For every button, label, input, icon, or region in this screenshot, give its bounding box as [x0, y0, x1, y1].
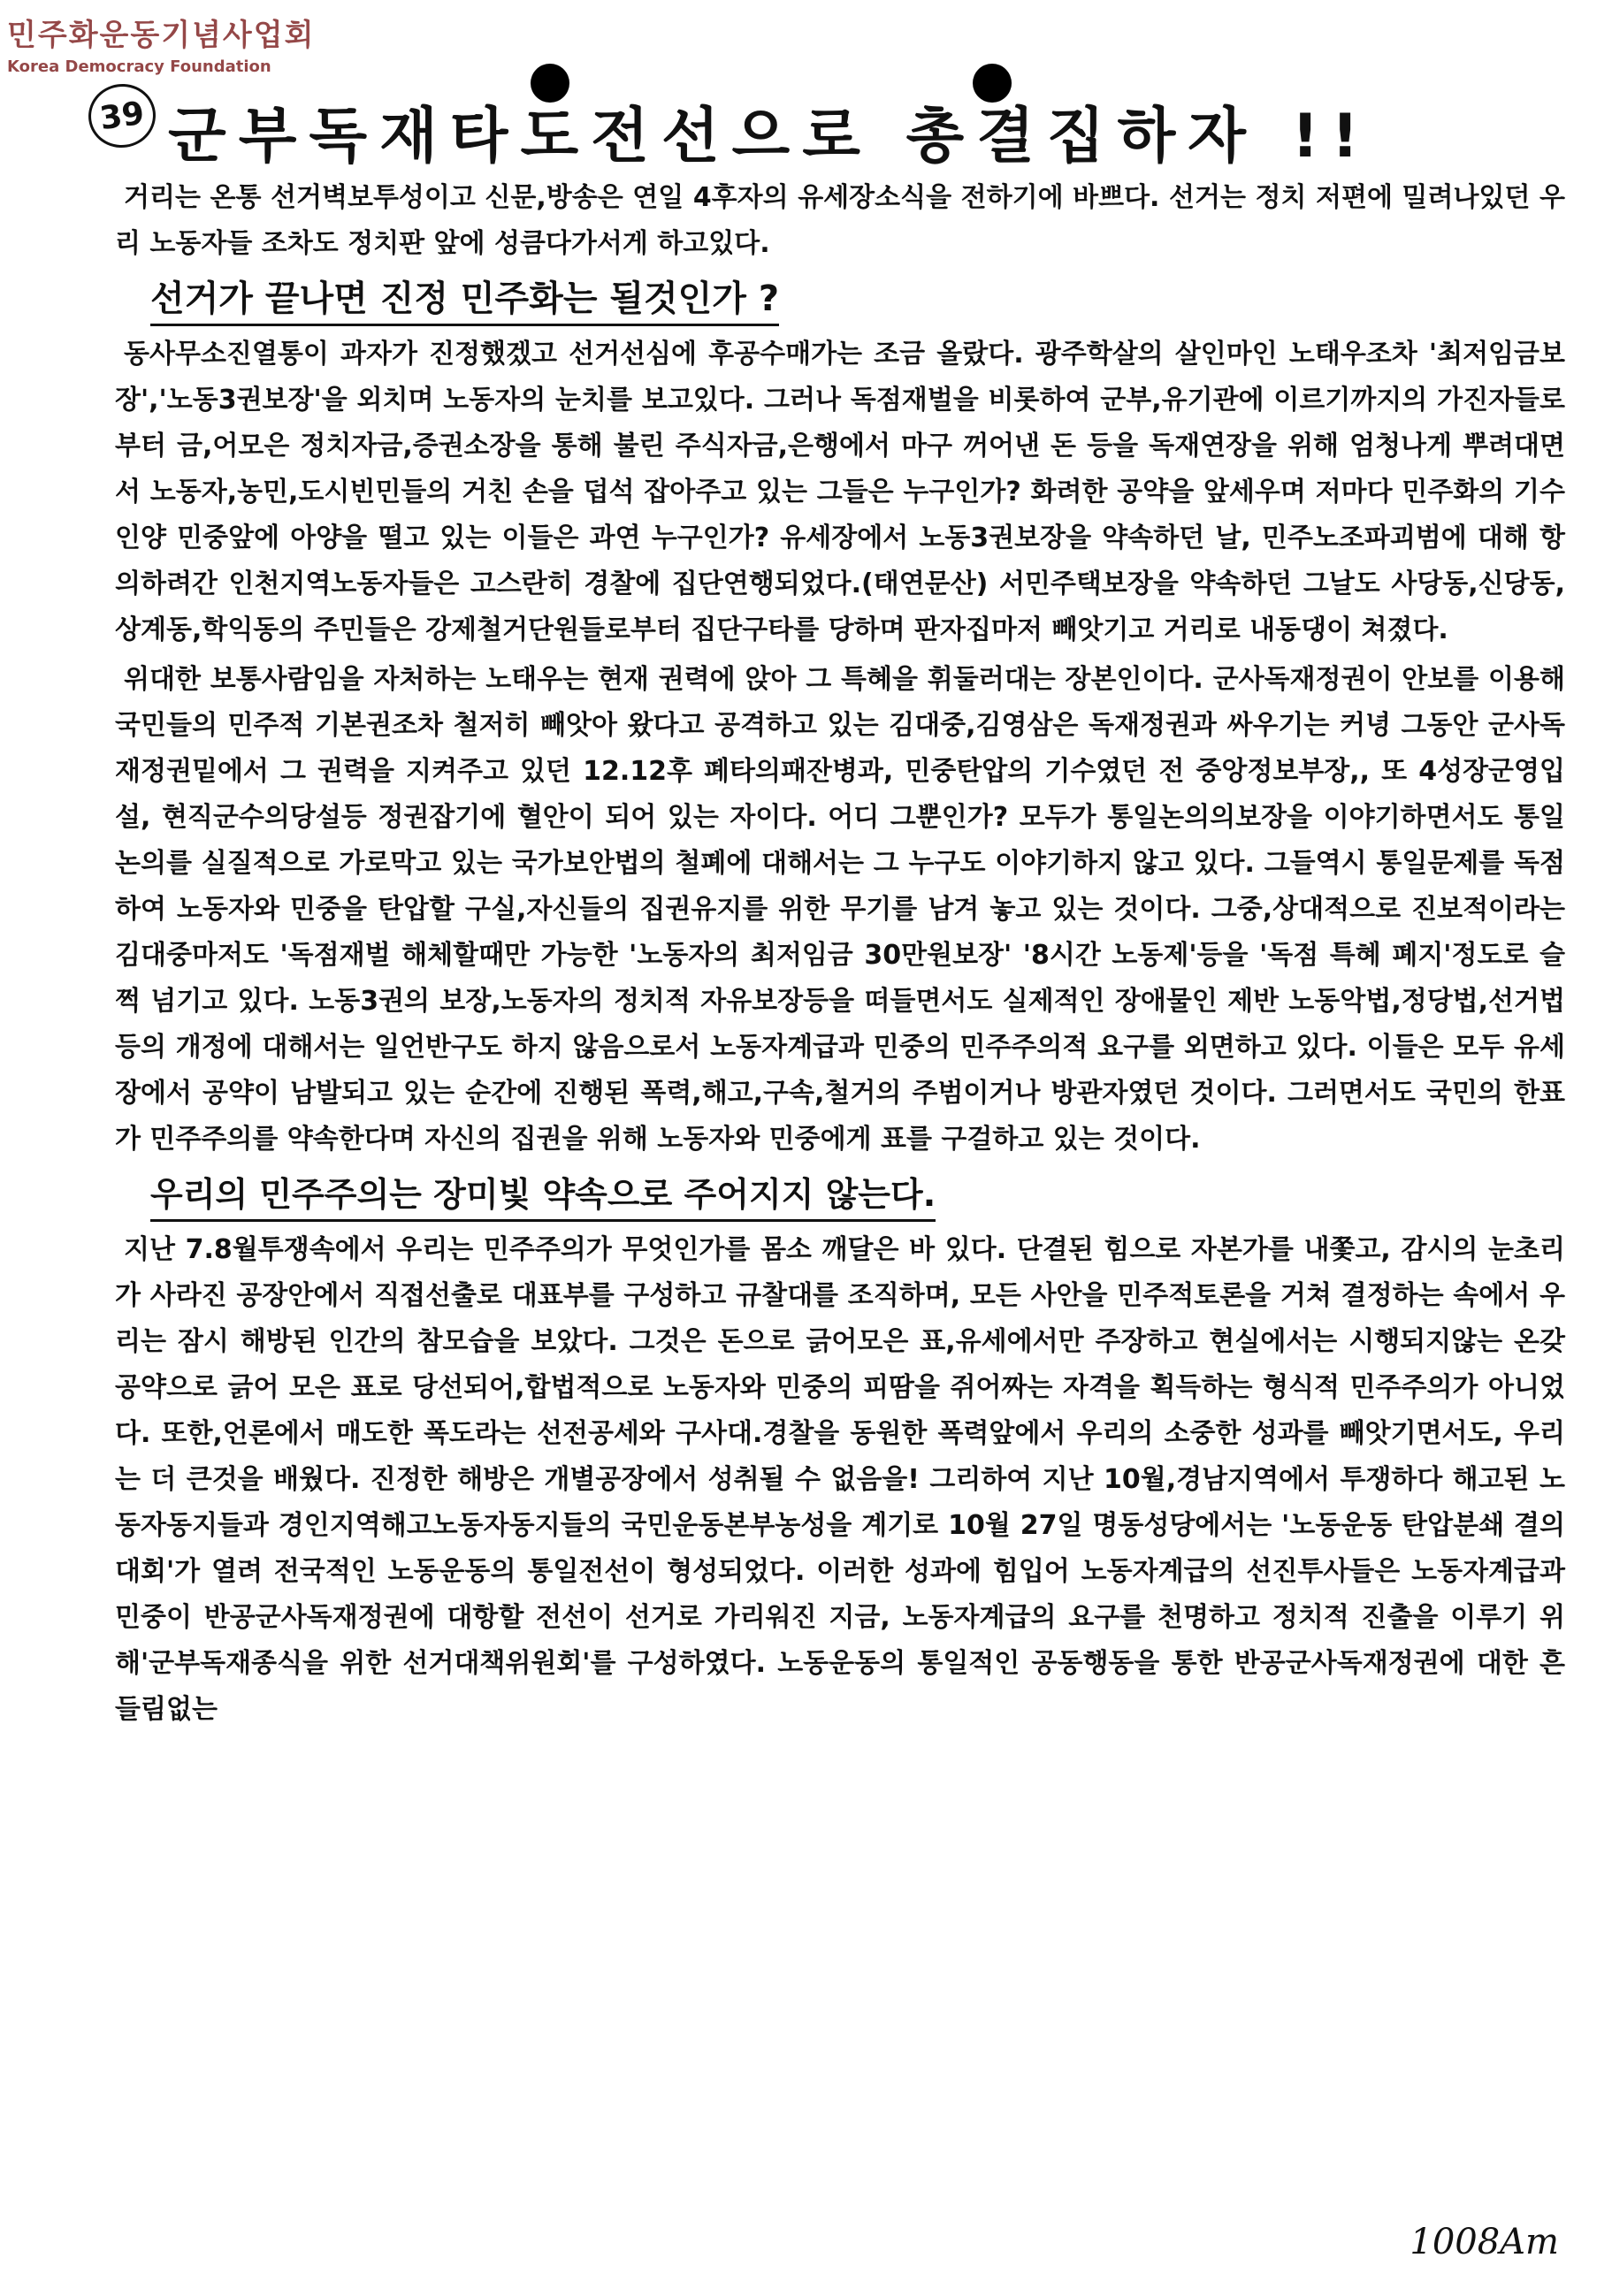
watermark — [7, 11, 315, 76]
section1-paragraph-2: 위대한 보통사람임을 자처하는 노태우는 현재 권력에 앉아 그 특혜을 휘둘러대는 장본인이다. 군사독재정권이 안보를 이용해 국민들의 민주적 기본권조차 철저히 빼앗아 왔다고 공격하고 있는 김대중,김영삼은 독재정권과 싸우기는 커녕 그동안 군사독재정권밑에서 그 권력을 지켜주고 있던 12.12후 폐타의패잔병과, 민중탄압의 기수였던 전 중앙정보부장,, 또 4성장군영입설, 현직군수의당설등 정권잡기에 혈안이 되어 있는 자이다. 어디 그뿐인가? 모두가 통일논의의보장을 이야기하면서도 통일논의를 실질적으로 가로막고 있는 국가보안법의 철폐에 대해서는 그 누구도 이야기하지 않고 있다. 그들역시 통일문제를 독점하여 노동자와 민중을 탄압할 구실,자신들의 집권유지를 위한 무기를 남겨 놓고 있는 것이다. 그중,상대적으로 진보적이라는 김대중마저도 '독점재벌 해체할때만 가능한 '노동자의 최저임금 30만원보장' '8시간 노동제'등을 '독점 특혜 폐지'정도로 슬쩍 넘기고 있다. 노동3권의 보장,노동자의 정치적 자유보장등을 떠들면서도 실제적인 장애물인 제반 노동악법,정당법,선거법등의 개정에 대해서는 일언반구도 하지 않음으로서 노동자계급과 민중의 민주주의적 요구를 외면하고 있다. 이들은 모두 유세장에서 공약이 남발되고 있는 순간에 진행된 폭력,해고,구속,철거의 주범이거나 방관자였던 것이다. 그러면서도 국민의 한표가 민주주의를 약속한다며 자신의 집권을 위해 노동자와 민중에게 표를 구걸하고 있는 것이다. — [115, 664, 1565, 1155]
watermark-english: Korea Democracy Foundation — [7, 57, 271, 76]
section-heading-1: 선거가 끝나면 진정 민주화는 될것인가 ? — [150, 274, 779, 326]
document-number: 39 — [84, 80, 159, 152]
section1-paragraph-1: 동사무소진열통이 과자가 진정했겠고 선거선심에 후공수매가는 조금 올랐다. 광주학살의 살인마인 노태우조차 '최저임금보장','노동3권보장'을 외치며 노동자의 눈치를 보고있다. 그러나 독점재벌을 비롯하여 군부,유기관에 이르기까지의 가진자들로부터 금,어모은 정치자금,증권소장을 통해 불린 주식자금,은행에서 마구 꺼어낸 돈 등을 독재연장을 위해 엄청나게 뿌려대면서 노동자,농민,도시빈민들의 거친 손을 덥석 잡아주고 있는 그들은 누구인가? 화려한 공약을 앞세우며 저마다 민주화의 기수인양 민중앞에 아양을 떨고 있는 이들은 과연 누구인가? 유세장에서 노동3권보장을 약속하던 날, 민주노조파괴범에 대해 항의하려간 인천지역노동자들은 고스란히 경찰에 집단연행되었다.(태연문산) 서민주택보장을 약속하던 그날도 사당동,신당동,상계동,학익동의 주민들은 강제철거단원들로부터 집단구타를 당하며 판자집마저 빼앗기고 거리로 내동댕이 쳐졌다. — [115, 339, 1565, 645]
page-code: 1008Am — [1410, 2222, 1559, 2262]
section-heading-2: 우리의 민주주의는 장미빛 약속으로 주어지지 않는다. — [150, 1170, 936, 1222]
section2-paragraph-1: 지난 7.8월투쟁속에서 우리는 민주주의가 무엇인가를 몸소 깨달은 바 있다. 단결된 힘으로 자본가를 내쫓고, 감시의 눈초리가 사라진 공장안에서 직접선출로 대표부를 구성하고 규찰대를 조직하며, 모든 사안을 민주적토론을 거쳐 결정하는 속에서 우리는 잠시 해방된 인간의 참모습을 보았다. 그것은 돈으로 긁어모은 표,유세에서만 주장하고 현실에서는 시행되지않는 온갖 공약으로 긁어 모은 표로 당선되어,합법적으로 노동자와 민중의 피땀을 쥐어짜는 자격을 획득하는 형식적 민주주의가 아니었다. 또한,언론에서 매도한 폭도라는 선전공세와 구사대.경찰을 동원한 폭력앞에서 우리의 소중한 성과를 빼앗기면서도, 우리는 더 큰것을 배웠다. 진정한 해방은 개별공장에서 성취될 수 없음을! 그리하여 지난 10월,경남지역에서 투쟁하다 해고된 노동자동지들과 경인지역해고노동자동지들의 국민운동본부농성을 계기로 10월 27일 명동성당에서는 '노동운동 탄압분쇄 결의대회'가 열려 전국적인 노동운동의 통일전선이 형성되었다. 이러한 성과에 힘입어 노동자계급의 선진투사들은 노동자계급과 민중이 반공군사독재정권에 대항할 전선이 선거로 가리워진 지금, 노동자계급의 요구를 천명하고 정치적 진출을 이루기 위해'군부독재종식을 위한 선거대책위원회'를 구성하였다. 노동운동의 통일적인 공동행동을 통한 반공군사독재정권에 대한 흔들림없는 — [115, 1234, 1565, 1725]
document-body — [115, 175, 1565, 1736]
page-title: 군부독재타도전선으로 총결집하자 !! — [168, 102, 1371, 172]
intro-paragraph: 거리는 온통 선거벽보투성이고 신문,방송은 연일 4후자의 유세장소식을 전하기에 바쁘다. 선거는 정치 저편에 밀려나있던 우리 노동자들 조차도 정치판 앞에 성큼다가서게 하고있다. — [115, 182, 1565, 259]
watermark-korean: 민주화운동기념사업회 — [7, 18, 316, 53]
